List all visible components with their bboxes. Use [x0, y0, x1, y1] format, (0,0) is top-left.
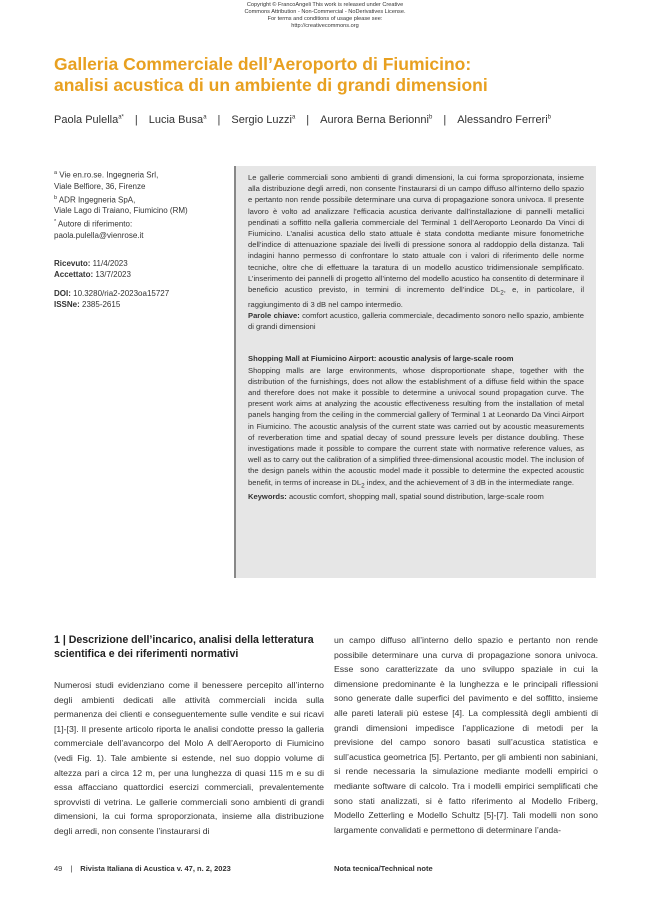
keywords-english: Keywords: acoustic comfort, shopping mall, spatial sound distribution, large-scale room: [248, 492, 544, 502]
title-line-2: analisi acustica di un ambiente di grandi dimensioni: [54, 75, 488, 95]
page-number: 49: [54, 864, 63, 873]
doi-link[interactable]: 10.3280/ria2-2023oa15727: [70, 288, 170, 298]
copyright-notice: [0, 2, 650, 30]
author-name: Lucia Busa$^a$: [148, 114, 207, 126]
received-date: Ricevuto: 11/4/2023: [54, 258, 128, 268]
body-column-2: [334, 633, 598, 837]
corresponding-email[interactable]: paola.pulella@vienrose.it: [54, 230, 144, 240]
keywords-italian: Parole chiave: comfort acustico, galleria commerciale, decadimento sonoro nello spazio, ambiente di grandi dimensioni: [248, 310, 584, 332]
title-line-1: Galleria Commerciale dell’Aeroporto di Fiumicino:: [54, 54, 472, 74]
author-separator: |: [217, 114, 221, 126]
author-name: Alessandro Ferreri$^b$: [457, 114, 552, 126]
abstract-italian: Le gallerie commerciali sono ambienti di grandi dimensioni, la cui forma sproporzionata, insieme alla distribuzione degli arredi, non consente l’instaurarsi di un campo diffuso all’interno dello spazio e pertanto non rende possibile determinare una curva di propagazione sonora univoca. Il presente lavoro è volto ad analizzare l’efficacia acustica derivante dall’installazione di pannelli metallici pendinati a soffitto nella galleria commerciale del Terminal 1 dell’Aeroporto Leonardo Da Vinci di Fiumicino. L’analisi acustica dello stato attuale è stata condotta mediante misure fonometriche dell’indice di attenuazione spaziale dei livelli di pressione sonora al raddoppio della distanza. Tali indagini hanno permesso di confrontare lo stato attuale con i valori di riferimento delle norme tecniche, oltre che di effettuare la taratura di un modello acustico tridimensionale semplificato. L’inserimento dei pannelli di progetto all’interno del modello acustico ha consentito di determinare il beneficio acustico previsto, in termini di incremento dell’indice $DL_2$, e, in particolare, il raggiungimento di 3 dB nel campo intermedio.: [248, 173, 585, 309]
author-separator: |: [306, 114, 310, 126]
section-heading: 1 | Descrizione dell’incarico, analisi della letteratura scientifica e dei riferimenti normativi: [54, 634, 314, 660]
abstract-english: Shopping malls are large environments, whose disproportionate shape, together with the distribution of the furnishings, does not allow the establishment of a diffuse field within the space and therefore does not make it possible to determine a univocal sound propagation curve. The present work aims at analyzing the acoustic effectiveness resulting from the installation of metal panels hanging from the ceiling in the commercial gallery of Terminal 1 at Leonardo Da Vinci Airport in Fiumicino. The acoustic analysis of the current state was carried out by acoustic measurements of reverberation time and spatial decay of sound pressure levels per distance doubling. These investigations made it possible to compare the current state with normative reference values, as well as to carry out the calibration of a simplified three-dimensional acoustic model. The inclusion of the design panels within the acoustic model made it possible to determine the expected acoustic benefit, in terms of increase in $DL_2$ index, and the achievement of 3 dB in the intermediate range.: [248, 365, 584, 490]
affiliation: * Autore di riferimento: paola.pulella@vienrose.it: [54, 219, 144, 240]
footer-separator: |: [70, 864, 73, 873]
article-title: [54, 54, 614, 96]
affiliation: $^a$ Vie en.ro.se. Ingegneria Srl, Viale Belfiore, 36, Firenze: [54, 170, 159, 191]
copyright-line: Copyright © FrancoAngeli This work is released under Creative: [246, 2, 404, 8]
journal-name: Rivista Italiana di Acustica v. 47, n. 2, 2023: [80, 864, 231, 873]
body-column-1: [54, 678, 324, 839]
author-separator: |: [134, 114, 138, 126]
copyright-link[interactable]: http://creativecommons.org: [291, 23, 359, 29]
copyright-line: Commons Attribution - Non-Commercial - NoDerivatives License.: [244, 9, 406, 15]
doi: DOI: 10.3280/ria2-2023oa15727: [54, 288, 170, 298]
author-list: [54, 114, 614, 126]
body-paragraph: un campo diffuso all’interno dello spazio e pertanto non rende possibile determinare una curva di propagazione sonora univoca. Esse sono caratterizzate da uno sviluppo spaziale in cui la dimensione predominante è la lunghezza e le principali riflessioni sono generate dalle superfici del pavimento e del soffitto, insieme alle pareti laterali più estese [4]. La complessità degli ambienti di grandi dimensioni impedisce l’applicazione di metodi per la previsione del campo sonoro basati sull’acustica statistica e sull’acustica geometrica [5]. Pertanto, per gli ambienti non sabiniani, si rende necessaria la simulazione mediante modelli empirici o mediante software di calcolo. Tra i modelli empirici semplificati che sono stati analizzati, si è fatto riferimento al Modello Friberg, Modello Zetterling e Modello Schultz [5]-[7]. Tali modelli non sono largamente convalidati e permettono di determinare l’anda-: [334, 635, 598, 835]
author-name: Paola Pulella$^{a*}$: [54, 114, 124, 126]
english-title: Shopping Mall at Fiumicino Airport: acoustic analysis of large-scale room: [248, 354, 514, 364]
body-paragraph: Numerosi studi evidenziano come il benessere percepito all’interno degli ambienti dedicati alle attività commerciali incida sulla permanenza dei clienti e conseguentemente sulle vendite e sui ricavi [1]-[3]. Il presente articolo riporta le analisi condotte presso la galleria commerciale dell’avancorpo del Molo A dell’Aeroporto di Fiumicino (vedi Fig. 1). Tale ambiente si estende, nel suo doppio volume di altezza pari a circa 12 m, per una lunghezza di quasi 115 m e su di essa affacciano quattordici esercizi commerciali, prevalentemente sprovvisti di vetrina. Le gallerie commerciali sono ambienti di grandi dimensioni, la cui forma sproporzionata, insieme alla distribuzione degli arredi, non consente l’instaurarsi di: [54, 680, 324, 836]
accepted-date: Accettato: 13/7/2023: [54, 269, 131, 279]
copyright-line: For terms and conditions of usage please see:: [267, 16, 383, 22]
author-name: Aurora Berna Berionni$^b$: [320, 114, 433, 126]
abstract-box: [234, 166, 596, 578]
author-name: Sergio Luzzi$^a$: [231, 114, 296, 126]
author-separator: |: [443, 114, 447, 126]
affiliation: $^b$ ADR Ingegneria SpA, Viale Lago di Traiano, Fiumicino (RM): [54, 194, 188, 216]
article-metadata: [54, 168, 226, 310]
issn: ISSNe: 2385-2615: [54, 299, 121, 309]
article-type: Nota tecnica/Technical note: [334, 864, 433, 873]
page-footer: [54, 864, 598, 873]
